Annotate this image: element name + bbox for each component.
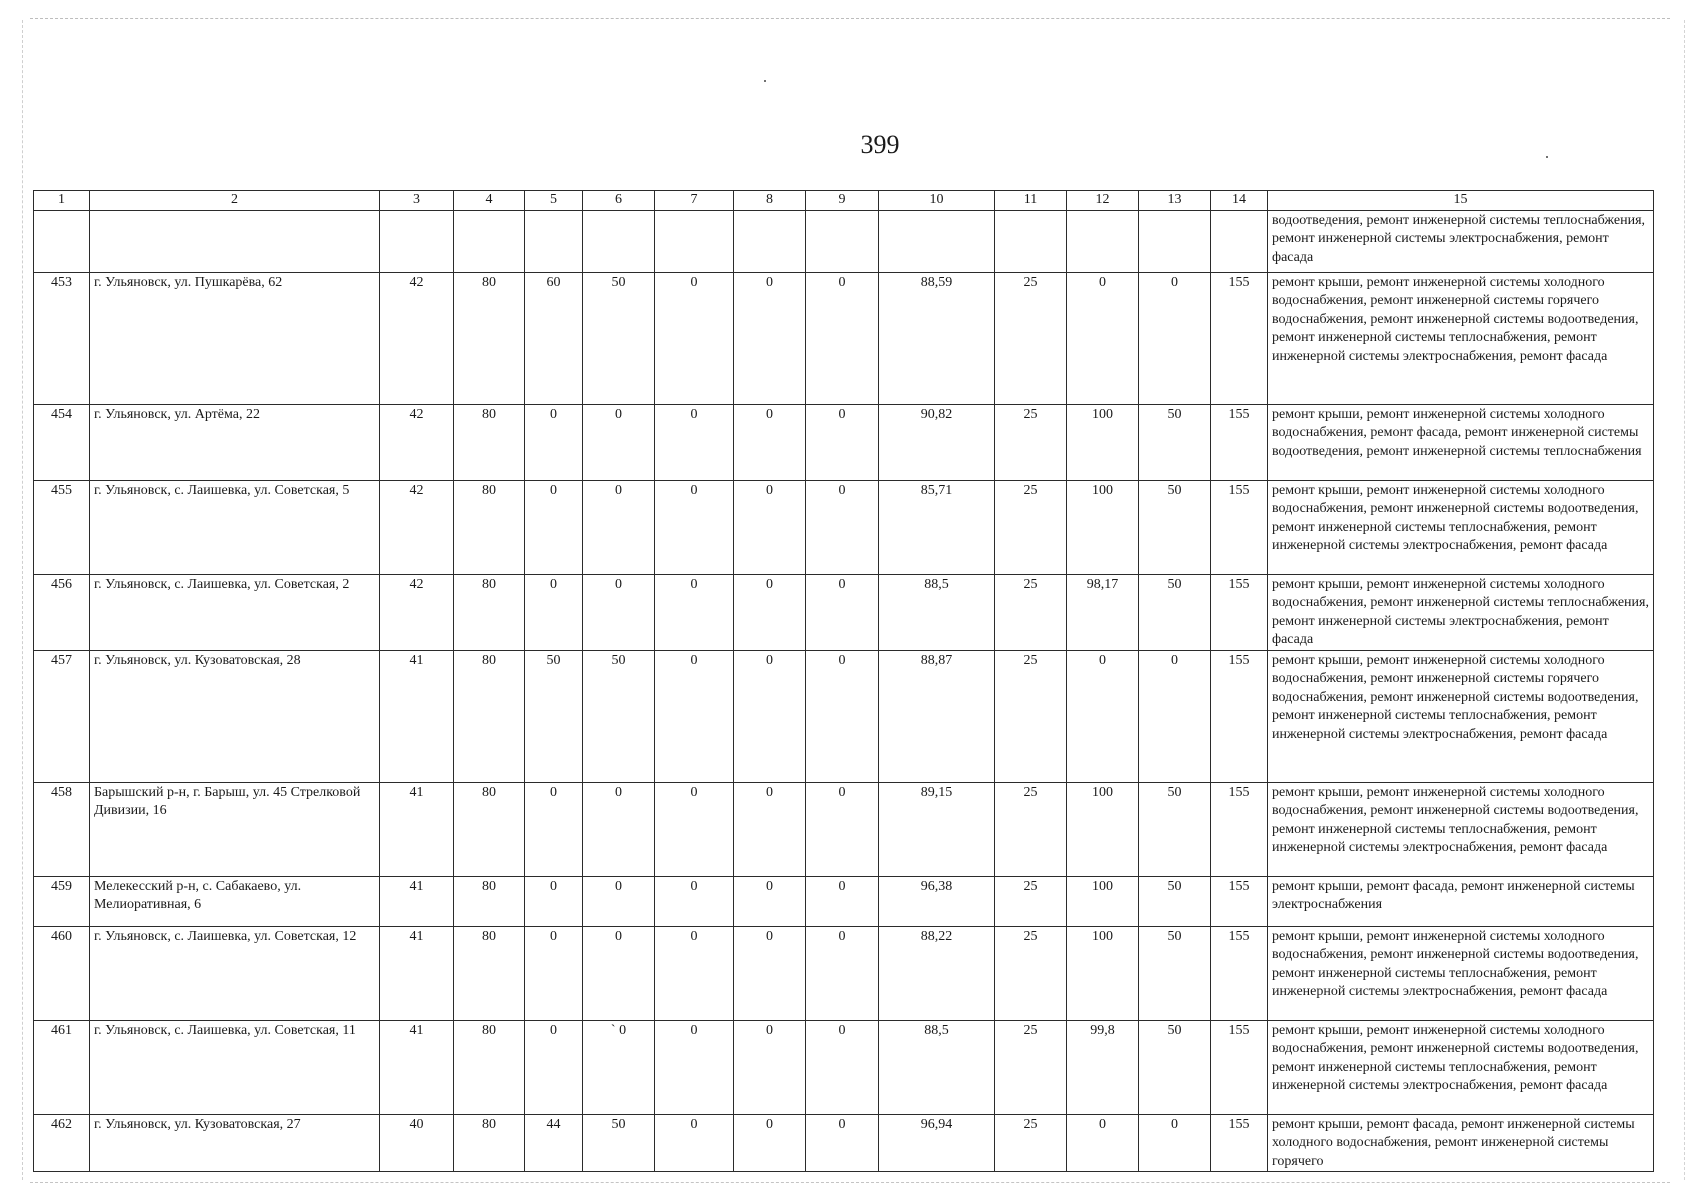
- page-number: 399: [860, 130, 900, 159]
- cell-empty: [583, 210, 655, 272]
- cell-address: г. Ульяновск, с. Лаишевка, ул. Советская, 5: [90, 480, 380, 574]
- column-header: 5: [525, 191, 583, 211]
- cell-col13: 0: [1139, 272, 1211, 404]
- column-header: 1: [34, 191, 90, 211]
- cell-empty: [454, 210, 525, 272]
- cell-col14: 155: [1211, 782, 1268, 876]
- cell-col14: 155: [1211, 926, 1268, 1020]
- cell-col12: 100: [1067, 404, 1139, 480]
- cell-col4: 80: [454, 1020, 525, 1114]
- cell-col6: 50: [583, 1114, 655, 1172]
- column-header: 2: [90, 191, 380, 211]
- cell-col4: 80: [454, 272, 525, 404]
- cell-col8: 0: [734, 574, 806, 650]
- column-header: 15: [1268, 191, 1654, 211]
- table-row: [34, 574, 1654, 650]
- cell-col8: 0: [734, 650, 806, 782]
- cell-works: ремонт крыши, ремонт фасада, ремонт инженерной системы холодного водоснабжения, ремонт инженерной системы горячего: [1268, 1114, 1654, 1172]
- cell-col6: 0: [583, 876, 655, 926]
- cell-col10: 90,82: [879, 404, 995, 480]
- cell-col13: 50: [1139, 782, 1211, 876]
- cell-col13: 50: [1139, 404, 1211, 480]
- cell-col6: 0: [583, 480, 655, 574]
- cell-col9: 0: [806, 1020, 879, 1114]
- cell-col10: 96,38: [879, 876, 995, 926]
- cell-col5: 60: [525, 272, 583, 404]
- cell-col8: 0: [734, 404, 806, 480]
- cell-col6: 50: [583, 272, 655, 404]
- cell-col9: 0: [806, 1114, 879, 1172]
- cell-col10: 89,15: [879, 782, 995, 876]
- cell-col9: 0: [806, 650, 879, 782]
- cell-works-continuation: водоотведения, ремонт инженерной системы теплоснабжения, ремонт инженерной системы электроснабжения, ремонт фасада: [1268, 210, 1654, 272]
- cell-col4: 80: [454, 404, 525, 480]
- cell-row-number: 458: [34, 782, 90, 876]
- column-header: 13: [1139, 191, 1211, 211]
- cell-col14: 155: [1211, 574, 1268, 650]
- cell-col9: 0: [806, 404, 879, 480]
- cell-empty: [734, 210, 806, 272]
- cell-col12: 0: [1067, 650, 1139, 782]
- cell-col3: 41: [380, 926, 454, 1020]
- cell-row-number: 460: [34, 926, 90, 1020]
- scan-border-bottom: [30, 1182, 1670, 1183]
- cell-col11: 25: [995, 1020, 1067, 1114]
- cell-row-number: 453: [34, 272, 90, 404]
- cell-works: ремонт крыши, ремонт инженерной системы холодного водоснабжения, ремонт инженерной системы водоотведения, ремонт инженерной системы теплоснабжения, ремонт инженерной системы электроснабжения, ремонт фасада: [1268, 926, 1654, 1020]
- cell-works: ремонт крыши, ремонт инженерной системы холодного водоснабжения, ремонт инженерной системы горячего водоснабжения, ремонт инженерной системы водоотведения, ремонт инженерной системы теплоснабжения, ремонт инженерной системы электроснабжения, ремонт фасада: [1268, 650, 1654, 782]
- cell-col11: 25: [995, 1114, 1067, 1172]
- cell-col7: 0: [655, 650, 734, 782]
- cell-col14: 155: [1211, 272, 1268, 404]
- table-row: [34, 480, 1654, 574]
- cell-col8: 0: [734, 876, 806, 926]
- cell-col14: 155: [1211, 480, 1268, 574]
- cell-col10: 85,71: [879, 480, 995, 574]
- cell-col12: 100: [1067, 480, 1139, 574]
- cell-col7: 0: [655, 272, 734, 404]
- cell-col3: 42: [380, 574, 454, 650]
- cell-col8: 0: [734, 1114, 806, 1172]
- cell-col14: 155: [1211, 650, 1268, 782]
- cell-col10: 88,87: [879, 650, 995, 782]
- cell-col4: 80: [454, 926, 525, 1020]
- continuation-row: [34, 210, 1654, 272]
- table-row: [34, 272, 1654, 404]
- cell-col12: 98,17: [1067, 574, 1139, 650]
- cell-col7: 0: [655, 574, 734, 650]
- cell-empty: [995, 210, 1067, 272]
- cell-col14: 155: [1211, 404, 1268, 480]
- cell-row-number: 454: [34, 404, 90, 480]
- table-row: [34, 926, 1654, 1020]
- cell-col14: 155: [1211, 1020, 1268, 1114]
- cell-col6: 0: [583, 782, 655, 876]
- cell-address: г. Ульяновск, с. Лаишевка, ул. Советская, 11: [90, 1020, 380, 1114]
- cell-col5: 0: [525, 782, 583, 876]
- cell-col6: ` 0: [583, 1020, 655, 1114]
- cell-col10: 88,59: [879, 272, 995, 404]
- cell-works: ремонт крыши, ремонт фасада, ремонт инженерной системы электроснабжения: [1268, 876, 1654, 926]
- column-header: 4: [454, 191, 525, 211]
- cell-col6: 50: [583, 650, 655, 782]
- cell-col7: 0: [655, 1020, 734, 1114]
- scan-border-left: [22, 20, 23, 1180]
- cell-col8: 0: [734, 272, 806, 404]
- column-header: 6: [583, 191, 655, 211]
- cell-empty: [1139, 210, 1211, 272]
- cell-col13: 50: [1139, 876, 1211, 926]
- cell-empty: [1211, 210, 1268, 272]
- cell-col13: 0: [1139, 650, 1211, 782]
- cell-col4: 80: [454, 480, 525, 574]
- cell-col13: 50: [1139, 574, 1211, 650]
- cell-row-number: 461: [34, 1020, 90, 1114]
- cell-col5: 0: [525, 574, 583, 650]
- column-header: 9: [806, 191, 879, 211]
- cell-col11: 25: [995, 782, 1067, 876]
- cell-address: Мелекесский р-н, с. Сабакаево, ул. Мелиоративная, 6: [90, 876, 380, 926]
- cell-works: ремонт крыши, ремонт инженерной системы холодного водоснабжения, ремонт инженерной системы водоотведения, ремонт инженерной системы теплоснабжения, ремонт инженерной системы электроснабжения, ремонт фасада: [1268, 782, 1654, 876]
- cell-col13: 50: [1139, 1020, 1211, 1114]
- cell-col4: 80: [454, 876, 525, 926]
- cell-col14: 155: [1211, 876, 1268, 926]
- cell-address: г. Ульяновск, ул. Артёма, 22: [90, 404, 380, 480]
- cell-works: ремонт крыши, ремонт инженерной системы холодного водоснабжения, ремонт инженерной системы водоотведения, ремонт инженерной системы теплоснабжения, ремонт инженерной системы электроснабжения, ремонт фасада: [1268, 480, 1654, 574]
- cell-col9: 0: [806, 782, 879, 876]
- column-header: 10: [879, 191, 995, 211]
- scan-speck: [1546, 156, 1548, 158]
- cell-col10: 88,22: [879, 926, 995, 1020]
- cell-col12: 0: [1067, 272, 1139, 404]
- cell-col11: 25: [995, 650, 1067, 782]
- table-row: [34, 1114, 1654, 1172]
- cell-col9: 0: [806, 926, 879, 1020]
- cell-col14: 155: [1211, 1114, 1268, 1172]
- table-row: [34, 876, 1654, 926]
- cell-empty: [655, 210, 734, 272]
- cell-col11: 25: [995, 876, 1067, 926]
- cell-address: г. Ульяновск, ул. Кузоватовская, 27: [90, 1114, 380, 1172]
- cell-row-number: 462: [34, 1114, 90, 1172]
- cell-col3: 42: [380, 272, 454, 404]
- column-header: 14: [1211, 191, 1268, 211]
- cell-col8: 0: [734, 926, 806, 1020]
- cell-col11: 25: [995, 480, 1067, 574]
- cell-address: г. Ульяновск, ул. Пушкарёва, 62: [90, 272, 380, 404]
- cell-col4: 80: [454, 782, 525, 876]
- cell-works: ремонт крыши, ремонт инженерной системы холодного водоснабжения, ремонт инженерной системы теплоснабжения, ремонт инженерной системы электроснабжения, ремонт фасада: [1268, 574, 1654, 650]
- cell-col12: 0: [1067, 1114, 1139, 1172]
- cell-col3: 40: [380, 1114, 454, 1172]
- cell-empty: [380, 210, 454, 272]
- cell-col8: 0: [734, 480, 806, 574]
- cell-col3: 41: [380, 650, 454, 782]
- cell-col7: 0: [655, 480, 734, 574]
- cell-col5: 44: [525, 1114, 583, 1172]
- cell-empty: [90, 210, 380, 272]
- cell-col13: 50: [1139, 926, 1211, 1020]
- cell-col12: 99,8: [1067, 1020, 1139, 1114]
- cell-col13: 50: [1139, 480, 1211, 574]
- cell-col12: 100: [1067, 926, 1139, 1020]
- cell-col8: 0: [734, 1020, 806, 1114]
- cell-col10: 88,5: [879, 1020, 995, 1114]
- cell-works: ремонт крыши, ремонт инженерной системы холодного водоснабжения, ремонт инженерной системы водоотведения, ремонт инженерной системы теплоснабжения, ремонт инженерной системы электроснабжения, ремонт фасада: [1268, 1020, 1654, 1114]
- cell-col5: 0: [525, 404, 583, 480]
- cell-col6: 0: [583, 404, 655, 480]
- cell-col12: 100: [1067, 876, 1139, 926]
- cell-col6: 0: [583, 926, 655, 1020]
- scan-border-right: [1684, 20, 1685, 1180]
- table-row: [34, 1020, 1654, 1114]
- cell-col11: 25: [995, 404, 1067, 480]
- table-row: [34, 650, 1654, 782]
- column-header: 11: [995, 191, 1067, 211]
- cell-row-number: 459: [34, 876, 90, 926]
- cell-row-number: 457: [34, 650, 90, 782]
- cell-col3: 41: [380, 1020, 454, 1114]
- cell-col4: 80: [454, 650, 525, 782]
- cell-works: ремонт крыши, ремонт инженерной системы холодного водоснабжения, ремонт фасада, ремонт инженерной системы водоотведения, ремонт инженерной системы теплоснабжения: [1268, 404, 1654, 480]
- cell-col4: 80: [454, 574, 525, 650]
- cell-col5: 50: [525, 650, 583, 782]
- header-row: [34, 191, 1654, 211]
- cell-col7: 0: [655, 1114, 734, 1172]
- cell-col9: 0: [806, 876, 879, 926]
- cell-col8: 0: [734, 782, 806, 876]
- cell-col9: 0: [806, 480, 879, 574]
- cell-col6: 0: [583, 574, 655, 650]
- cell-col5: 0: [525, 1020, 583, 1114]
- cell-empty: [879, 210, 995, 272]
- data-table: [33, 190, 1654, 1172]
- table-row: [34, 404, 1654, 480]
- cell-col3: 42: [380, 404, 454, 480]
- scan-border-top: [30, 18, 1670, 19]
- cell-col3: 42: [380, 480, 454, 574]
- column-header: 3: [380, 191, 454, 211]
- cell-col11: 25: [995, 574, 1067, 650]
- cell-col5: 0: [525, 876, 583, 926]
- cell-address: г. Ульяновск, с. Лаишевка, ул. Советская, 2: [90, 574, 380, 650]
- cell-empty: [1067, 210, 1139, 272]
- column-header: 7: [655, 191, 734, 211]
- cell-empty: [525, 210, 583, 272]
- cell-address: г. Ульяновск, с. Лаишевка, ул. Советская, 12: [90, 926, 380, 1020]
- cell-col3: 41: [380, 782, 454, 876]
- cell-col5: 0: [525, 480, 583, 574]
- cell-empty: [806, 210, 879, 272]
- cell-col11: 25: [995, 926, 1067, 1020]
- cell-col7: 0: [655, 404, 734, 480]
- column-header: 12: [1067, 191, 1139, 211]
- cell-col7: 0: [655, 876, 734, 926]
- cell-address: г. Ульяновск, ул. Кузоватовская, 28: [90, 650, 380, 782]
- cell-col9: 0: [806, 272, 879, 404]
- cell-col10: 96,94: [879, 1114, 995, 1172]
- cell-row-number: 456: [34, 574, 90, 650]
- cell-col10: 88,5: [879, 574, 995, 650]
- cell-col13: 0: [1139, 1114, 1211, 1172]
- cell-col9: 0: [806, 574, 879, 650]
- cell-col12: 100: [1067, 782, 1139, 876]
- cell-row-number: 455: [34, 480, 90, 574]
- column-header: 8: [734, 191, 806, 211]
- cell-col7: 0: [655, 926, 734, 1020]
- cell-col4: 80: [454, 1114, 525, 1172]
- cell-col7: 0: [655, 782, 734, 876]
- table-row: [34, 782, 1654, 876]
- cell-col3: 41: [380, 876, 454, 926]
- cell-col5: 0: [525, 926, 583, 1020]
- cell-works: ремонт крыши, ремонт инженерной системы холодного водоснабжения, ремонт инженерной системы горячего водоснабжения, ремонт инженерной системы водоотведения, ремонт инженерной системы теплоснабжения, ремонт инженерной системы электроснабжения, ремонт фасада: [1268, 272, 1654, 404]
- scan-speck: [764, 80, 766, 82]
- cell-col11: 25: [995, 272, 1067, 404]
- cell-empty: [34, 210, 90, 272]
- cell-address: Барышский р-н, г. Барыш, ул. 45 Стрелковой Дивизии, 16: [90, 782, 380, 876]
